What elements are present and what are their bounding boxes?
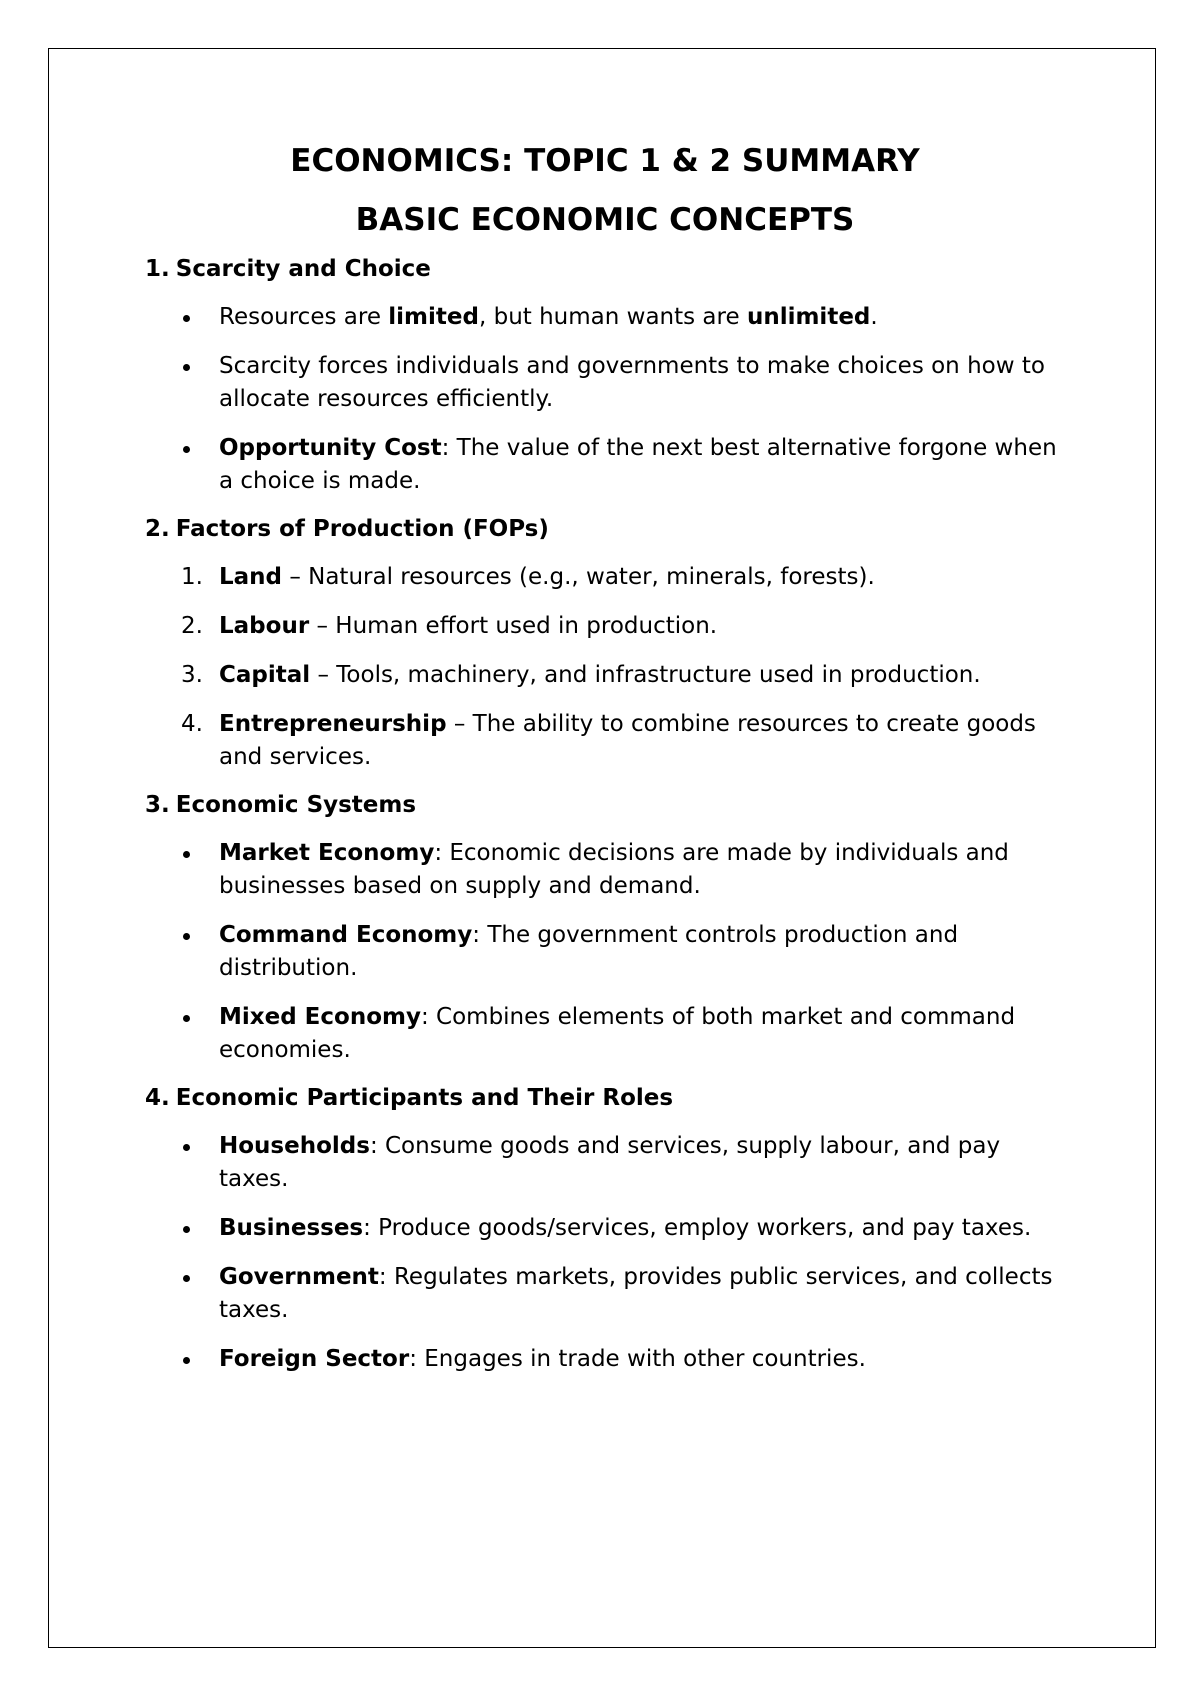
list-number: 4. (181, 711, 203, 737)
bold-term: Capital (219, 662, 311, 688)
section-heading (145, 789, 1075, 822)
list-item (145, 1343, 1075, 1376)
item-text (219, 1133, 1000, 1192)
text-run: – Tools, machinery, and infrastructure used in production. (310, 662, 981, 688)
section-number: 2. (145, 516, 170, 542)
bullet-icon (183, 1357, 190, 1364)
bullet-icon (183, 1144, 190, 1151)
item-text (219, 1215, 1031, 1241)
bullet-icon (183, 446, 190, 453)
text-run: : Regulates markets, provides public services, and collects taxes. (219, 1264, 1053, 1323)
bullet-icon (183, 1015, 190, 1022)
text-run: : Economic decisions are made by individuals and businesses based on supply and demand. (219, 840, 1009, 899)
bullet-icon (183, 851, 190, 858)
text-run: . (870, 304, 878, 330)
text-run: – The ability to combine resources to create goods and services. (219, 711, 1036, 770)
section (145, 789, 1075, 1067)
item-list (145, 837, 1075, 1067)
list-item (145, 432, 1075, 498)
item-text (219, 662, 981, 688)
item-text (219, 435, 1057, 494)
list-item (145, 659, 1075, 692)
section-heading (145, 1082, 1075, 1115)
sections-container (145, 253, 1075, 1376)
bold-term: limited (388, 304, 479, 330)
bold-term: Entrepreneurship (219, 711, 447, 737)
list-number: 2. (181, 613, 203, 639)
document-title: ECONOMICS: TOPIC 1 & 2 SUMMARY (290, 143, 920, 179)
section-heading-text: Economic Systems (175, 792, 417, 818)
list-item (145, 708, 1075, 774)
list-number: 1. (181, 564, 203, 590)
item-list (145, 301, 1075, 498)
text-run: Scarcity forces individuals and governments to make choices on how to allocate resources efficiently. (219, 353, 1045, 412)
list-item (145, 919, 1075, 985)
list-number: 3. (181, 662, 203, 688)
list-item (145, 301, 1075, 334)
bullet-icon (183, 1275, 190, 1282)
text-run: , but human wants are (478, 304, 747, 330)
list-item (145, 610, 1075, 643)
section-heading-text: Scarcity and Choice (175, 256, 431, 282)
section-number: 4. (145, 1085, 170, 1111)
section-heading (145, 513, 1075, 546)
list-item (145, 1001, 1075, 1067)
bullet-icon (183, 933, 190, 940)
section-heading-text: Factors of Production (FOPs) (175, 516, 549, 542)
bold-term: Businesses (219, 1215, 364, 1241)
list-item (145, 1212, 1075, 1245)
bold-term: Opportunity Cost (219, 435, 442, 461)
list-item (145, 350, 1075, 416)
list-item (145, 561, 1075, 594)
text-run: : Combines elements of both market and command economies. (219, 1004, 1016, 1063)
bold-term: Government (219, 1264, 379, 1290)
text-run: : Consume goods and services, supply labour, and pay taxes. (219, 1133, 1001, 1192)
text-run: : The value of the next best alternative forgone when a choice is made. (219, 435, 1057, 494)
section-heading (145, 253, 1075, 286)
bold-term: Labour (219, 613, 310, 639)
bold-term: Market Economy (219, 840, 435, 866)
item-text (219, 564, 875, 590)
item-text (219, 1264, 1052, 1323)
item-list (145, 561, 1075, 774)
item-text (219, 304, 878, 330)
list-item (145, 1261, 1075, 1327)
bold-term: Mixed Economy (219, 1004, 421, 1030)
bold-term: Command Economy (219, 922, 473, 948)
item-text (219, 1004, 1015, 1063)
bullet-icon (183, 1226, 190, 1233)
bullet-icon (183, 315, 190, 322)
item-text (219, 711, 1036, 770)
section (145, 513, 1075, 774)
bold-term: Foreign Sector (219, 1346, 410, 1372)
section-number: 3. (145, 792, 170, 818)
text-run: : Produce goods/services, employ workers, and pay taxes. (363, 1215, 1032, 1241)
item-list (145, 1130, 1075, 1376)
text-run: : The government controls production and distribution. (219, 922, 959, 981)
item-text (219, 922, 958, 981)
item-text (219, 840, 1009, 899)
document-subtitle: BASIC ECONOMIC CONCEPTS (355, 202, 855, 238)
document-body (145, 140, 1075, 1391)
list-item (145, 1130, 1075, 1196)
text-run: – Human effort used in production. (309, 613, 718, 639)
section-heading-text: Economic Participants and Their Roles (175, 1085, 674, 1111)
text-run: – Natural resources (e.g., water, minerals, forests). (282, 564, 875, 590)
list-item (145, 837, 1075, 903)
text-run: Resources are (219, 304, 389, 330)
bullet-icon (183, 364, 190, 371)
item-text (219, 613, 717, 639)
section (145, 253, 1075, 498)
section-number: 1. (145, 256, 170, 282)
text-run: : Engages in trade with other countries. (409, 1346, 866, 1372)
bold-term: unlimited (746, 304, 871, 330)
section (145, 1082, 1075, 1376)
item-text (219, 353, 1045, 412)
bold-term: Land (219, 564, 283, 590)
item-text (219, 1346, 866, 1372)
bold-term: Households (219, 1133, 370, 1159)
